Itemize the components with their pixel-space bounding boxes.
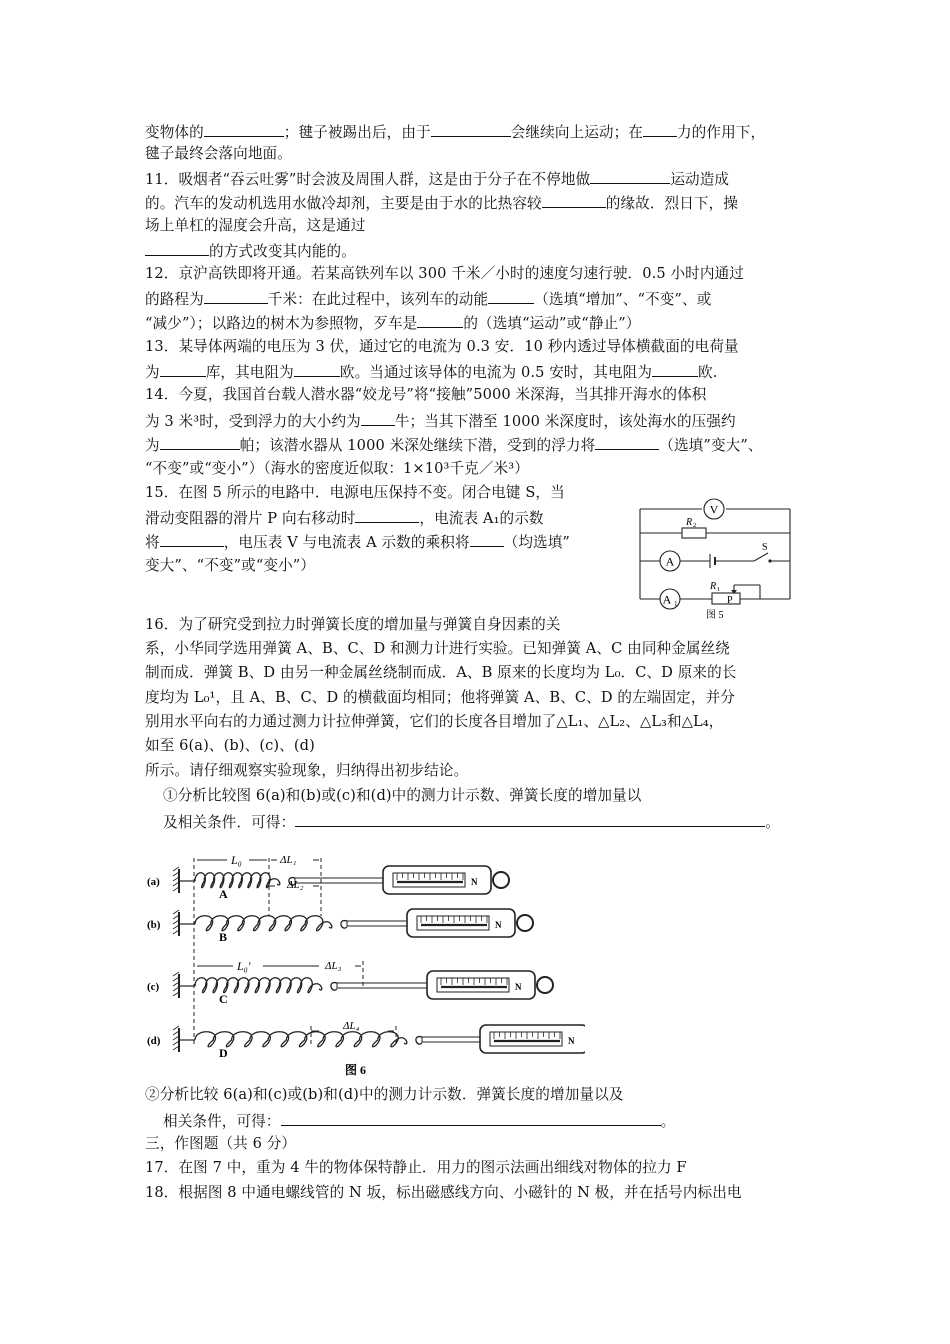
text-segment: 欧. bbox=[698, 364, 718, 381]
spring-row bbox=[147, 971, 553, 1006]
text-segment: 会继续向上运动；在 bbox=[510, 124, 643, 141]
text-line bbox=[145, 640, 810, 658]
answer-blank[interactable] bbox=[590, 169, 670, 184]
text-line bbox=[145, 508, 615, 528]
answer-blank[interactable] bbox=[542, 193, 606, 208]
spring-row bbox=[147, 909, 533, 944]
text-segment: 。 bbox=[660, 1113, 676, 1130]
text-segment: 三，作图题（共 6 分） bbox=[145, 1135, 297, 1152]
spring-coil bbox=[195, 978, 312, 993]
answer-blank[interactable] bbox=[145, 241, 209, 256]
text-segment: “不变”或“变小”）（海水的密度近似取：1×10³千克／米³） bbox=[145, 460, 529, 477]
text-segment: 变物体的 bbox=[145, 124, 204, 141]
answer-blank[interactable] bbox=[488, 289, 534, 304]
text-line bbox=[145, 484, 615, 502]
answer-blank[interactable] bbox=[643, 122, 677, 137]
text-segment: 15．在图 5 所示的电路中．电源电压保持不变。闭合电键 S，当 bbox=[145, 484, 565, 501]
switch-label: S bbox=[762, 542, 768, 553]
text-segment: 将 bbox=[145, 534, 160, 551]
text-segment: 相关条件，可得： bbox=[163, 1113, 281, 1130]
ammeter-1-subscript: 1 bbox=[674, 600, 678, 608]
label-delta-l2: ΔL₂ bbox=[287, 879, 304, 891]
text-segment: 如至 6(a)、(b)、(c)、(d) bbox=[145, 737, 315, 754]
resistor-1-label: R bbox=[710, 581, 717, 592]
text-segment: 13．某导体两端的电压为 3 伏，通过它的电流为 0.3 安．10 秒内透过导体横截面的电荷量 bbox=[145, 338, 739, 355]
text-line bbox=[163, 787, 642, 805]
text-line bbox=[145, 557, 615, 575]
text-segment: 11．吸烟者“吞云吐雾”时会波及周围人群，这是由于分子在不停地做 bbox=[145, 171, 591, 188]
row-tag: (b) bbox=[147, 919, 161, 931]
ammeter-1-label: A bbox=[662, 592, 672, 607]
text-line bbox=[145, 713, 810, 731]
text-line bbox=[145, 460, 810, 478]
answer-blank[interactable] bbox=[595, 435, 659, 450]
text-line bbox=[145, 265, 810, 283]
voltmeter-label: V bbox=[709, 502, 719, 517]
text-segment: ②分析比较 6(a)和(c)或(b)和(d)中的测力计示数．弹簧长度的增加量以及 bbox=[145, 1086, 624, 1103]
spring-row bbox=[147, 866, 509, 901]
text-line bbox=[145, 122, 810, 142]
text-line bbox=[145, 169, 810, 189]
text-segment: ，电压表 V 与电流表 A 示数的乘积将 bbox=[223, 534, 470, 551]
resistor-2-label: R bbox=[686, 517, 693, 528]
answer-blank[interactable] bbox=[160, 435, 240, 450]
text-line bbox=[145, 193, 810, 213]
text-segment: “减少”）；以路边的树木为参照物，歹车是 bbox=[145, 315, 418, 332]
label-delta-l1: ΔL₁ bbox=[280, 854, 297, 866]
text-line bbox=[145, 217, 810, 235]
label-l0-prime: L₀′ bbox=[237, 959, 251, 973]
text-line bbox=[145, 1086, 624, 1104]
label-delta-l3: ΔL₃ bbox=[325, 960, 342, 972]
text-segment: 运动造成 bbox=[670, 171, 730, 188]
figure-6-caption: 图 6 bbox=[345, 1063, 367, 1077]
text-segment: ①分析比较图 6(a)和(b)或(c)和(d)中的测力计示数、弹簧长度的增加量以 bbox=[163, 787, 642, 804]
text-line bbox=[145, 241, 810, 261]
figure-5-caption: 图 5 bbox=[706, 610, 724, 620]
balance-unit: N bbox=[495, 920, 502, 930]
text-segment: 及相关条件．可得： bbox=[163, 814, 296, 831]
text-segment: 制而成．弹簧 B、D 由另一种金属丝绕制而成．A、B 原来的长度均为 L₀．C、D 原来的长 bbox=[145, 664, 737, 681]
answer-blank[interactable] bbox=[204, 289, 268, 304]
text-line bbox=[163, 812, 828, 832]
figure-5-circuit bbox=[630, 495, 800, 620]
answer-blank[interactable] bbox=[652, 362, 698, 377]
text-segment: 滑动变阻器的滑片 P 向右移动时 bbox=[145, 510, 356, 527]
answer-blank[interactable] bbox=[417, 313, 463, 328]
spring-label: D bbox=[219, 1046, 228, 1060]
slider-label: P bbox=[727, 595, 733, 606]
text-segment: 度均为 L₀¹，且 A、B、C、D 的横截面均相同；他将弹簧 A、B、C、D 的左端固定，并分 bbox=[145, 689, 735, 706]
text-line bbox=[145, 289, 810, 309]
label-l0: L₀ bbox=[231, 853, 242, 867]
text-line bbox=[145, 616, 615, 634]
text-line bbox=[145, 411, 810, 431]
answer-blank[interactable] bbox=[431, 122, 511, 137]
text-segment: ，电流表 A₁的示数 bbox=[419, 510, 544, 527]
answer-blank[interactable] bbox=[355, 508, 419, 523]
text-segment: 17．在图 7 中，重为 4 牛的物体保特静止．用力的图示法画出细线对物体的拉力 F bbox=[145, 1159, 687, 1176]
text-segment: 的（选填“运动”或“静止”） bbox=[463, 315, 641, 332]
answer-blank[interactable] bbox=[295, 812, 765, 827]
text-segment: 的方式改变其内能的。 bbox=[209, 243, 356, 260]
text-segment: 欧。当通过该导体的电流为 0.5 安时，其电阻为 bbox=[339, 364, 653, 381]
text-line bbox=[145, 1159, 810, 1177]
answer-blank[interactable] bbox=[470, 532, 504, 547]
ammeter-label: A bbox=[665, 554, 675, 569]
text-line bbox=[145, 362, 810, 382]
text-segment: 千米：在此过程中，该列车的动能 bbox=[267, 291, 489, 308]
text-segment: 的路程为 bbox=[145, 291, 204, 308]
text-line bbox=[145, 338, 810, 356]
answer-blank[interactable] bbox=[160, 362, 206, 377]
balance-unit: N bbox=[568, 1036, 575, 1046]
text-segment: 场上单杠的湿度会升高，这是通过 bbox=[145, 217, 366, 234]
resistor-2-subscript: 2 bbox=[693, 522, 697, 529]
text-line bbox=[163, 1111, 828, 1131]
text-segment: 毽子最终会落向地面。 bbox=[145, 145, 292, 162]
resistor-1-subscript: 1 bbox=[717, 586, 721, 593]
text-line bbox=[145, 145, 810, 163]
text-segment: 16．为了研究受到拉力时弹簧长度的增加量与弹簧自身因素的关 bbox=[145, 616, 561, 633]
text-segment: 为 3 米³时，受到浮力的大小约为 bbox=[145, 413, 361, 430]
text-segment: 。 bbox=[765, 814, 780, 831]
text-segment: 力的作用下， bbox=[676, 124, 766, 141]
text-line bbox=[145, 737, 810, 755]
text-segment: 库，其电阻为 bbox=[205, 364, 294, 381]
answer-blank[interactable] bbox=[281, 1111, 661, 1126]
row-tag: (d) bbox=[147, 1035, 161, 1047]
answer-blank[interactable] bbox=[204, 122, 284, 137]
text-segment: ；毽子被踢出后，由于 bbox=[283, 124, 431, 141]
text-segment: 的。汽车的发动机选用水做冷却剂，主要是由于水的比热容较 bbox=[145, 195, 542, 212]
text-segment: 变大”、“不变”或“变小”） bbox=[145, 557, 316, 574]
label-delta-l4: ΔL₄ bbox=[343, 1020, 360, 1032]
text-segment: （均选填” bbox=[503, 534, 570, 551]
spring-label: C bbox=[219, 992, 228, 1006]
text-segment: 所示。请仔细观察实验现象，归纳得出初步结论。 bbox=[145, 762, 469, 779]
text-line bbox=[145, 313, 810, 333]
text-segment: 为 bbox=[145, 437, 160, 454]
answer-blank[interactable] bbox=[160, 532, 224, 547]
balance-unit: N bbox=[515, 982, 522, 992]
text-line bbox=[145, 1184, 810, 1202]
row-tag: (a) bbox=[147, 876, 160, 888]
text-segment: 的缘故．烈日下，操 bbox=[605, 195, 738, 212]
row-tag: (c) bbox=[147, 981, 160, 993]
text-segment: 牛；当其下潜至 1000 米深度时，该处海水的压强约 bbox=[394, 413, 736, 430]
answer-blank[interactable] bbox=[294, 362, 340, 377]
text-segment: （选填“增加”、“不变”、或 bbox=[534, 291, 712, 308]
text-line bbox=[145, 1135, 810, 1153]
text-line bbox=[145, 386, 810, 404]
text-segment: 12．京沪高铁即将开通。若某高铁列车以 300 千米／小时的速度匀速行驶．0.5 小时内通过 bbox=[145, 265, 744, 282]
text-segment: 系，小华同学选用弹簧 A、B、C、D 和测力计进行实验。已知弹簧 A、C 由同种金属丝绕 bbox=[145, 640, 730, 657]
text-segment: 为 bbox=[145, 364, 160, 381]
figure-6-springs bbox=[145, 846, 585, 1078]
answer-blank[interactable] bbox=[361, 411, 395, 426]
text-segment: 14．今夏，我国首台载人潜水器“姣龙号”将“接触”5000 米深海，当其排开海水的体积 bbox=[145, 386, 707, 403]
spring-coil bbox=[195, 1032, 398, 1047]
text-line bbox=[145, 762, 810, 780]
spring-coil bbox=[195, 916, 323, 931]
text-segment: 别用水平向右的力通过测力计拉伸弹簧，它们的长度各目增加了△L₁、△L₂、△L₃和△L₄， bbox=[145, 713, 724, 730]
text-line bbox=[145, 532, 615, 552]
spring-label: B bbox=[219, 930, 228, 944]
spring-label: A bbox=[219, 887, 228, 901]
text-line bbox=[145, 435, 810, 455]
spring-coil bbox=[195, 873, 270, 888]
text-line bbox=[145, 689, 810, 707]
text-segment: 帕；该潜水器从 1000 米深处继续下潜，受到的浮力将 bbox=[239, 437, 596, 454]
text-line bbox=[145, 664, 810, 682]
text-segment: 18．根据图 8 中通电螺线管的 N 坂，标出磁感线方向、小磁针的 N 极，并在括号内标出电 bbox=[145, 1184, 742, 1201]
text-segment: （选填”变大”、 bbox=[659, 437, 763, 454]
spring-row bbox=[147, 1025, 585, 1060]
balance-unit: N bbox=[471, 877, 478, 887]
